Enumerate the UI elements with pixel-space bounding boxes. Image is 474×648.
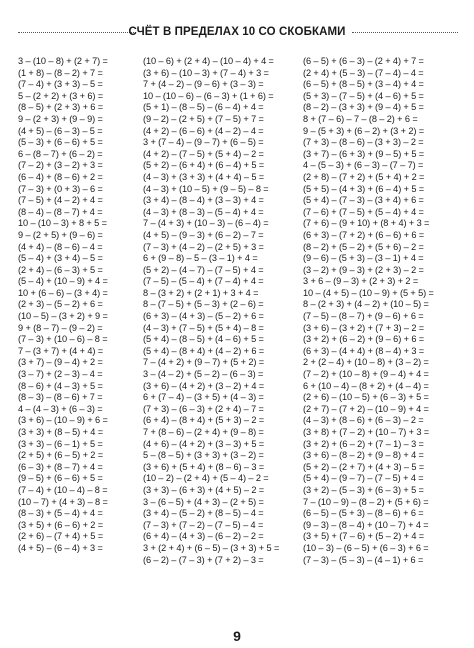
exercise-expression: 3 + 6 – (9 – 3) + (2 + 3) + 2 =	[303, 276, 419, 287]
exercise-row	[303, 230, 463, 242]
exercise-expression: (9 – 5) + (6 – 6) + 5 =	[18, 473, 103, 484]
exercise-row	[143, 334, 293, 346]
exercise-expression: (3 + 8) + (7 – 2) + (10 – 7) + 3 =	[303, 427, 430, 437]
exercise-expression: 10 – (4 + 5) – (10 – 9) + (5 + 5) =	[303, 287, 434, 298]
exercise-expression: (6 – 5) – (5 + 3) – (8 – 6) + 6 =	[303, 508, 424, 519]
exercise-row	[18, 265, 146, 277]
exercise-expression: (8 – 6) + (4 – 3) + 5 =	[18, 380, 103, 391]
page-title: СЧЁТ В ПРЕДЕЛАХ 10 СО СКОБКАМИ	[128, 26, 346, 38]
exercise-row	[143, 497, 293, 509]
exercise-expression: (4 + 5) – (9 – 3) + (6 – 2) – 7 =	[143, 229, 264, 240]
exercise-row	[18, 102, 146, 114]
exercise-expression: (5 + 4) – (8 – 5) + (4 – 6) + 5 =	[143, 334, 264, 345]
exercise-row	[18, 462, 146, 474]
exercise-expression: 8 – (3 + 2) + (2 + 1) + 3 + 4 =	[143, 287, 259, 298]
exercise-expression: (3 + 6) – (8 – 2) + (9 – 8) + 4 =	[303, 450, 424, 461]
exercise-expression: (7 – 5) – (8 – 7) + (9 – 6) + 6 =	[303, 311, 424, 322]
exercise-expression: 5 – (2 + 2) + (3 + 6) =	[18, 90, 104, 101]
exercise-expression: (10 – 5) – (3 + 2) + 9 =	[18, 311, 108, 322]
exercise-row	[303, 311, 463, 323]
exercise-expression: 9 + (8 – 7) – (9 – 2) =	[18, 322, 103, 333]
exercise-expression: (3 + 6) – (10 – 9) + 6 =	[18, 415, 108, 426]
exercise-expression: (2 + 6) – (10 – 5) + (6 – 3) + 5 =	[303, 392, 429, 403]
exercise-expression: 7 + (8 – 6) – (2 + 4) + (9 – 8) =	[143, 427, 264, 437]
exercise-row	[143, 531, 293, 543]
exercise-row	[18, 531, 146, 543]
exercise-row	[303, 218, 463, 230]
exercise-row	[18, 415, 146, 427]
exercise-row	[143, 462, 293, 474]
exercise-row	[303, 450, 463, 462]
exercise-row	[18, 311, 146, 323]
exercise-row	[18, 369, 146, 381]
exercise-row	[18, 207, 146, 219]
exercise-expression: (3 + 3) – (6 – 1) + 5 =	[18, 438, 103, 449]
exercise-expression: (3 + 4) – (5 – 2) + (8 – 5) – 4 =	[143, 508, 264, 519]
exercise-row	[143, 56, 293, 68]
exercise-row	[18, 56, 146, 68]
exercise-row	[303, 195, 463, 207]
exercise-expression: 7 – (3 + 7) + (4 + 4) =	[18, 345, 104, 356]
exercise-expression: 9 – (5 + 3) + (6 – 2) + (3 + 2) =	[303, 125, 425, 136]
exercise-expression: (3 + 6) – (3 + 2) + (7 + 3) – 2 =	[303, 322, 425, 333]
exercise-expression: (9 – 2) – (2 + 5) + (7 – 5) + 7 =	[143, 113, 264, 124]
exercise-expression: (3 + 3) + (8 – 5) + 4 =	[18, 427, 104, 437]
exercise-row	[303, 253, 463, 265]
exercise-row	[18, 288, 146, 300]
exercise-row	[143, 253, 293, 265]
exercise-row	[18, 508, 146, 520]
exercise-expression: (4 + 5) – (6 – 3) – 5 =	[18, 125, 103, 136]
exercise-row	[18, 137, 146, 149]
exercise-row	[18, 323, 146, 335]
exercise-row	[303, 114, 463, 126]
exercise-expression: (3 + 4) – (8 – 4) + (3 – 3) + 4 =	[143, 195, 264, 206]
exercise-row	[303, 172, 463, 184]
exercise-row	[303, 323, 463, 335]
exercise-expression: (7 – 6) + (7 – 5) + (5 – 4) + 4 =	[303, 206, 424, 217]
exercise-expression: (7 – 5) – (5 – 4) + (7 – 4) + 4 =	[143, 276, 264, 287]
exercise-expression: (5 + 1) – (8 – 5) – (6 – 4) + 4 =	[143, 102, 264, 113]
exercise-expression: (8 – 4) – (8 – 7) + 4 =	[18, 206, 103, 217]
exercise-row	[18, 253, 146, 265]
exercise-expression: 5 – (8 – 5) + (3 + 3) + (3 – 2) =	[143, 450, 264, 461]
exercise-row	[18, 450, 146, 462]
exercise-row	[18, 381, 146, 393]
exercise-row	[18, 195, 146, 207]
exercise-row	[18, 299, 146, 311]
exercise-expression: 7 – (4 + 3) + (10 – 3) – (6 – 4) =	[143, 218, 269, 229]
exercise-row	[143, 508, 293, 520]
exercise-expression: (4 + 4) – (8 – 6) – 4 =	[18, 241, 103, 252]
exercise-expression: (4 – 3) + (7 – 5) + (5 + 4) – 8 =	[143, 322, 264, 333]
exercise-expression: (3 + 7) – (9 – 4) + 2 =	[18, 357, 103, 368]
exercise-column-1	[18, 56, 146, 555]
exercise-expression: 8 + (7 – 6) – 7 – (8 – 2) + 6 =	[303, 113, 418, 124]
exercise-row	[143, 102, 293, 114]
exercise-expression: (6 + 3) – (7 + 2) + (6 – 6) + 6 =	[303, 229, 425, 240]
exercise-row	[18, 404, 146, 416]
exercise-row	[303, 404, 463, 416]
exercise-row	[143, 114, 293, 126]
exercise-expression: (7 – 3) + (4 – 2) – (2 + 5) + 3 =	[143, 241, 264, 252]
exercise-row	[143, 543, 293, 555]
exercise-expression: (3 + 6) + (5 + 4) + (8 – 6) – 3 =	[143, 461, 265, 472]
exercise-expression: 6 + (10 – 4) – (8 + 2) + (4 – 4) =	[303, 380, 429, 391]
exercise-expression: (3 + 6) – (4 + 2) + (3 – 2) + 4 =	[143, 380, 265, 391]
exercise-row	[303, 520, 463, 532]
exercise-expression: 8 – (2 + 3) + (4 – 2) + (10 – 5) =	[303, 299, 429, 310]
exercise-row	[143, 195, 293, 207]
exercise-row	[143, 288, 293, 300]
exercise-expression: (7 + 3) – (6 – 3) + (2 + 4) – 7 =	[143, 403, 264, 414]
exercise-row	[303, 392, 463, 404]
exercise-row	[18, 242, 146, 254]
exercise-expression: (3 + 2) + (6 – 2) + (7 – 1) – 3 =	[303, 438, 424, 449]
exercise-expression: (7 + 3) – (8 – 6) – (3 + 3) – 2 =	[303, 137, 424, 148]
exercise-row	[18, 172, 146, 184]
exercise-row	[303, 555, 463, 567]
exercise-expression: (10 – 7) + (4 + 3) – 8 =	[18, 496, 108, 507]
exercise-expression: (4 + 2) – (7 – 5) + (5 + 4) – 2 =	[143, 148, 264, 159]
exercise-row	[303, 381, 463, 393]
exercise-row	[18, 357, 146, 369]
exercise-row	[143, 184, 293, 196]
exercise-row	[143, 160, 293, 172]
exercise-row	[303, 91, 463, 103]
exercise-expression: (5 – 4) + (3 + 4) – 5 =	[18, 253, 103, 264]
exercise-expression: 6 + (7 – 4) – (3 + 5) + (4 – 3) =	[143, 392, 264, 403]
exercise-expression: 4 – (5 – 3) + (6 – 3) – (7 – 7) =	[303, 160, 424, 171]
exercise-row	[143, 369, 293, 381]
exercise-expression: (4 – 3) + (8 – 3) – (5 – 4) + 4 =	[143, 206, 264, 217]
exercise-expression: (7 – 3) + (10 – 6) – 8 =	[18, 334, 108, 345]
exercise-expression: (2 + 3) – (5 – 2) + 6 =	[18, 299, 103, 310]
exercise-expression: (2 + 4) + (5 – 3) – (7 – 4) – 4 =	[303, 67, 424, 78]
exercise-row	[303, 473, 463, 485]
exercise-expression: (5 – 3) + (6 – 6) + 5 =	[18, 137, 103, 148]
exercise-expression: (7 – 2) + (10 – 8) + (9 – 4) + 4 =	[303, 369, 429, 380]
exercise-row	[303, 543, 463, 555]
exercise-row	[303, 369, 463, 381]
exercise-expression: 7 – (10 – 9) – (8 – 2) + (5 + 6) =	[303, 496, 429, 507]
exercise-expression: (3 + 5) + (7 – 6) + (5 – 2) + 4 =	[303, 531, 425, 542]
exercise-row	[143, 79, 293, 91]
exercise-row	[143, 404, 293, 416]
exercise-row	[143, 311, 293, 323]
exercise-row	[143, 276, 293, 288]
exercise-expression: (4 + 2) – (6 – 6) + (4 – 2) – 4 =	[143, 125, 264, 136]
exercise-expression: (7 – 2) + (3 – 2) + 3 =	[18, 160, 103, 171]
exercise-expression: (2 + 7) – (7 + 2) – (10 – 9) + 4 =	[303, 403, 429, 414]
exercise-expression: (6 – 3) + (8 – 7) + 4 =	[18, 461, 103, 472]
exercise-row	[143, 230, 293, 242]
exercise-column-2	[143, 56, 293, 566]
exercise-row	[18, 439, 146, 451]
exercise-row	[303, 497, 463, 509]
exercise-expression: 4 – (4 – 3) + (6 – 3) =	[18, 403, 103, 414]
exercise-expression: 10 – (10 – 3) + 8 + 5 =	[18, 218, 107, 229]
exercise-row	[18, 276, 146, 288]
exercise-row	[18, 218, 146, 230]
exercise-row	[18, 230, 146, 242]
exercise-row	[303, 56, 463, 68]
exercise-expression: 6 + (9 – 8) – 5 – (3 – 1) + 4 =	[143, 253, 258, 264]
exercise-row	[303, 439, 463, 451]
exercise-expression: (5 + 5) – (4 + 3) + (6 – 4) + 5 =	[303, 183, 425, 194]
exercise-row	[18, 79, 146, 91]
exercise-column-3	[303, 56, 463, 566]
exercise-expression: (5 + 2) – (2 + 7) + (4 + 3) – 5 =	[303, 461, 425, 472]
exercise-expression: (3 + 5) + (6 – 6) + 2 =	[18, 519, 104, 530]
exercise-expression: (7 – 5) + (4 – 2) + 4 =	[18, 195, 103, 206]
exercise-row	[18, 68, 146, 80]
exercise-row	[143, 346, 293, 358]
exercise-row	[143, 149, 293, 161]
exercise-row	[143, 415, 293, 427]
exercise-expression: (6 + 4) – (8 + 4) + (5 + 3) – 2 =	[143, 415, 265, 426]
exercise-row	[143, 520, 293, 532]
exercise-row	[303, 68, 463, 80]
exercise-expression: (10 – 3) – (6 – 5) + (6 – 3) + 6 =	[303, 542, 429, 553]
exercise-row	[143, 126, 293, 138]
exercise-row	[303, 427, 463, 439]
exercise-expression: 7 + (4 – 2) – (9 – 6) + (3 – 3) =	[143, 79, 264, 90]
exercise-expression: (7 – 4) + (3 + 3) – 5 =	[18, 79, 103, 90]
exercise-expression: (8 – 2) – (3 + 3) + (9 – 4) + 5 =	[303, 102, 424, 113]
exercise-expression: (2 + 4) – (6 – 3) + 5 =	[18, 264, 103, 275]
exercise-row	[18, 149, 146, 161]
exercise-expression: (4 + 5) – (6 – 4) + 3 =	[18, 542, 103, 553]
exercise-row	[303, 462, 463, 474]
exercise-row	[303, 242, 463, 254]
exercise-row	[143, 218, 293, 230]
exercise-expression: (6 – 4) + (8 – 6) + 2 =	[18, 171, 103, 182]
exercise-expression: (7 – 3) + (7 – 2) – (7 – 5) – 4 =	[143, 519, 264, 530]
exercise-row	[303, 79, 463, 91]
exercise-row	[303, 299, 463, 311]
exercise-row	[303, 357, 463, 369]
exercise-expression: (8 – 2) + (5 – 2) + (5 + 6) – 2 =	[303, 241, 424, 252]
exercise-expression: (3 – 7) + (2 – 3) – 4 =	[18, 369, 103, 380]
exercise-expression: 10 – (10 – 6) – (6 – 3) + (1 + 6) =	[143, 90, 274, 101]
exercise-row	[18, 473, 146, 485]
exercise-row	[143, 555, 293, 567]
exercise-expression: (2 + 6) – (7 + 4) + 5 =	[18, 531, 104, 542]
exercise-row	[143, 450, 293, 462]
exercise-expression: (1 + 8) – (8 – 2) + 7 =	[18, 67, 103, 78]
exercise-row	[18, 346, 146, 358]
exercise-row	[143, 68, 293, 80]
exercise-row	[18, 184, 146, 196]
exercise-row	[18, 520, 146, 532]
exercise-expression: 9 – (2 + 3) + (9 – 9) =	[18, 113, 103, 124]
exercise-row	[143, 473, 293, 485]
exercise-expression: (3 + 2) – (5 – 3) + (6 – 3) + 5 =	[303, 484, 424, 495]
exercise-expression: 3 – (6 – 5) + (4 + 3) – (2 + 5) =	[143, 496, 264, 507]
exercise-expression: (9 – 3) – (8 – 4) + (10 – 7) + 4 =	[303, 519, 429, 530]
exercise-expression: (7 – 4) + (10 – 4) – 8 =	[18, 484, 108, 495]
exercise-row	[303, 415, 463, 427]
exercise-expression: (6 + 4) – (4 + 3) – (6 – 2) – 2 =	[143, 531, 264, 542]
exercise-expression: (2 + 8) – (7 + 2) + (5 + 4) + 2 =	[303, 171, 425, 182]
exercise-row	[303, 508, 463, 520]
exercise-expression: (4 – 3) + (3 + 3) + (4 + 4) – 5 =	[143, 171, 265, 182]
exercise-expression: (3 + 2) + (6 – 2) + (9 – 6) + 6 =	[303, 334, 425, 345]
exercise-row	[303, 207, 463, 219]
exercise-row	[143, 137, 293, 149]
exercise-expression: (3 + 6) – (10 – 3) + (7 – 4) + 3 =	[143, 67, 269, 78]
exercise-expression: (8 – 5) + (2 + 3) + 6 =	[18, 102, 104, 113]
exercise-expression: (5 + 4) – (7 – 3) – (3 + 4) + 6 =	[303, 195, 424, 206]
exercise-row	[303, 160, 463, 172]
exercise-expression: (5 + 4) – (8 + 4) + (4 – 2) + 6 =	[143, 345, 265, 356]
exercise-row	[303, 149, 463, 161]
exercise-row	[143, 207, 293, 219]
exercise-expression: 7 – (4 + 2) + (9 – 7) + (5 + 2) =	[143, 357, 265, 368]
exercise-row	[143, 485, 293, 497]
exercise-row	[143, 392, 293, 404]
exercise-expression: 2 + (2 – 4) + (10 – 8) + (3 – 2) =	[303, 357, 429, 368]
exercise-row	[303, 184, 463, 196]
exercise-row	[18, 114, 146, 126]
exercise-expression: 9 – (2 + 5) + (9 – 6) =	[18, 229, 103, 240]
exercise-row	[143, 381, 293, 393]
exercise-expression: 3 – (4 – 2) + (5 – 2) – (6 – 3) =	[143, 369, 264, 380]
exercise-expression: 8 – (7 – 5) + (5 – 3) + (2 – 6) =	[143, 299, 264, 310]
exercise-row	[18, 485, 146, 497]
exercise-row	[303, 288, 463, 300]
exercise-expression: (10 – 6) + (2 + 4) – (10 – 4) + 4 =	[143, 56, 274, 66]
exercise-expression: (5 – 4) + (10 – 9) + 4 =	[18, 276, 108, 287]
exercise-expression: (7 – 3) – (5 – 3) – (4 – 1) + 6 =	[303, 554, 424, 565]
exercise-row	[303, 485, 463, 497]
exercise-expression: (6 – 5) + (6 – 3) – (2 + 4) + 7 =	[303, 56, 424, 66]
exercise-expression: (5 + 4) – (9 – 7) – (7 – 5) + 4 =	[303, 473, 424, 484]
exercise-row	[143, 427, 293, 439]
exercise-expression: (3 – 2) + (9 – 3) + (2 + 3) – 2 =	[303, 264, 424, 275]
exercise-row	[18, 91, 146, 103]
exercise-expression: (9 – 6) – (5 + 3) – (3 – 1) + 4 =	[303, 253, 424, 264]
title-rule-right	[352, 32, 458, 33]
exercise-row	[303, 137, 463, 149]
exercise-row	[303, 126, 463, 138]
exercise-expression: (3 + 7) – (6 + 3) + (9 – 5) + 5 =	[303, 148, 425, 159]
exercise-expression: (7 – 3) + (0 + 3) – 6 =	[18, 183, 103, 194]
exercise-expression: (6 – 2) – (7 – 3) + (7 + 2) – 3 =	[143, 554, 264, 565]
exercise-expression: 3 + (2 + 4) + (6 – 5) – (3 + 3) + 5 =	[143, 542, 280, 553]
exercise-row	[18, 334, 146, 346]
exercise-row	[143, 242, 293, 254]
exercise-row	[143, 439, 293, 451]
page-number: 9	[233, 628, 241, 644]
exercise-row	[18, 427, 146, 439]
exercise-expression: (5 + 2) – (4 – 7) – (7 – 5) + 4 =	[143, 264, 264, 275]
exercise-expression: (6 + 3) – (4 + 4) + (8 – 4) + 3 =	[303, 345, 425, 356]
exercise-row	[303, 346, 463, 358]
exercise-expression: (7 + 6) – (9 + 10) + (8 + 4) + 3 =	[303, 218, 430, 229]
exercise-row	[303, 265, 463, 277]
exercise-expression: (5 + 2) – (6 + 4) + (6 – 4) + 5 =	[143, 160, 265, 171]
exercise-row	[18, 392, 146, 404]
exercise-expression: (6 + 3) – (4 + 3) – (5 – 2) + 6 =	[143, 311, 264, 322]
exercise-row	[18, 160, 146, 172]
exercise-expression: 6 – (8 – 7) + (6 – 2) =	[18, 148, 103, 159]
exercise-expression: (10 – 2) – (2 + 4) + (5 – 4) – 2 =	[143, 473, 269, 484]
exercise-row	[303, 531, 463, 543]
exercise-expression: (8 – 3) + (5 – 4) + 4 =	[18, 508, 103, 519]
exercise-expression: (5 + 3) – (7 – 5) + (4 – 6) + 5 =	[303, 90, 424, 101]
exercise-expression: (8 – 3) – (8 – 6) + 7 =	[18, 392, 103, 403]
exercise-expression: (3 + 3) – (6 + 3) + (4 + 5) – 2 =	[143, 484, 265, 495]
exercise-row	[18, 543, 146, 555]
exercise-expression: (6 – 5) + (8 – 5) + (3 – 4) + 4 =	[303, 79, 424, 90]
exercise-row	[143, 299, 293, 311]
exercise-row	[143, 91, 293, 103]
exercise-row	[143, 265, 293, 277]
exercise-row	[303, 334, 463, 346]
exercise-row	[18, 126, 146, 138]
exercise-expression: (4 – 3) + (10 – 5) + (9 – 5) – 8 =	[143, 183, 269, 194]
exercise-columns	[0, 56, 474, 624]
exercise-row	[143, 323, 293, 335]
exercise-row	[303, 102, 463, 114]
exercise-row	[143, 172, 293, 184]
exercise-expression: (2 + 5) + (6 – 5) + 2 =	[18, 450, 104, 461]
exercise-row	[18, 497, 146, 509]
exercise-expression: 3 – (10 – 8) + (2 + 7) =	[18, 56, 108, 66]
exercise-row	[303, 276, 463, 288]
exercise-expression: 10 + (6 – 6) – (3 + 4) =	[18, 287, 108, 298]
exercise-expression: 3 + (7 – 4) – (9 – 7) + (6 – 5) =	[143, 137, 264, 148]
exercise-expression: (4 + 6) – (4 + 2) + (3 – 3) + 5 =	[143, 438, 265, 449]
exercise-row	[143, 357, 293, 369]
exercise-expression: (4 – 3) + (8 – 6) + (6 – 3) – 2 =	[303, 415, 424, 426]
